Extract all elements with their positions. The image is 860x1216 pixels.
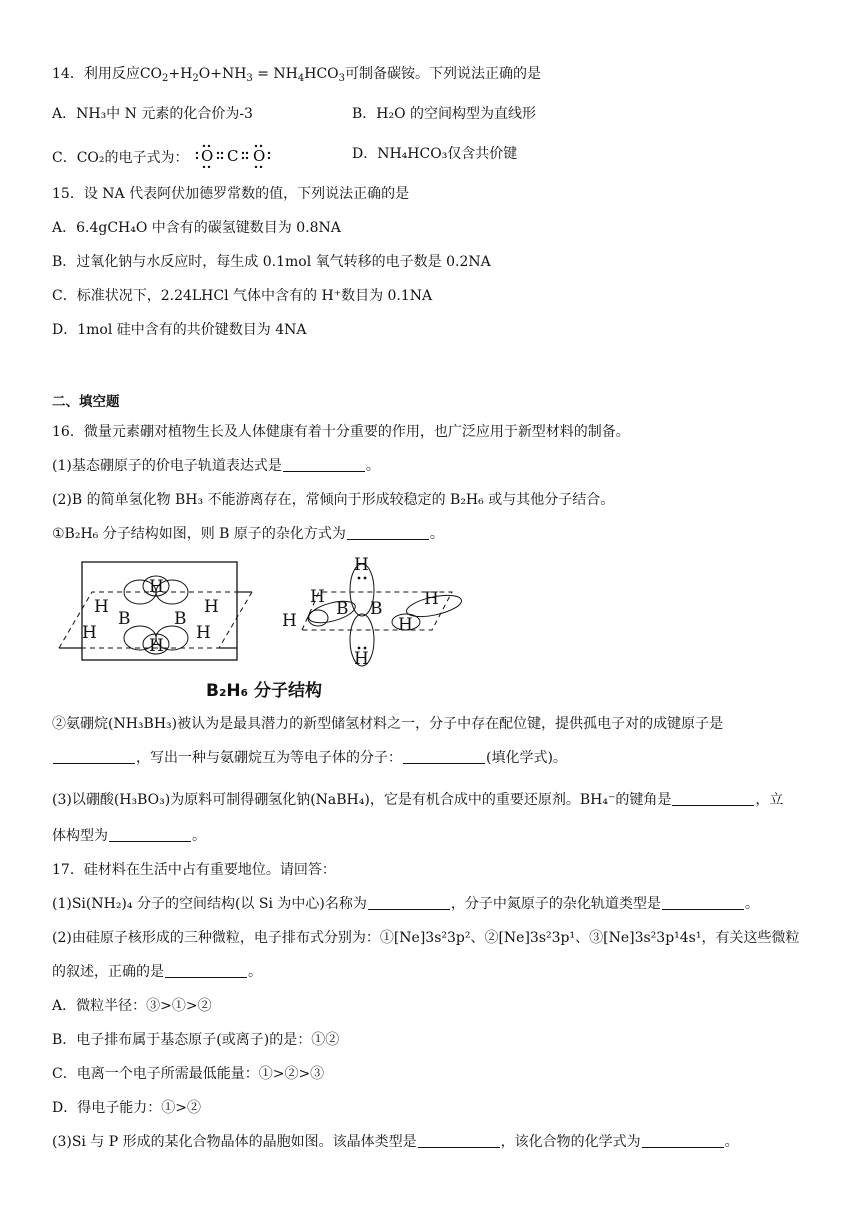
answer-blank[interactable] [642, 1133, 724, 1148]
svg-text:H: H [282, 611, 297, 631]
svg-text:C: C [226, 147, 239, 165]
answer-blank[interactable] [418, 1133, 500, 1148]
q16-part3: (3)以硼酸(H₃BO₃)为原料可制得硼氢化钠(NaBH₄)，它是有机合成中的重要还原剂。BH₄⁻的键角是 ，立 [52, 792, 784, 808]
q16-part2-2-cont: ，写出一种与氨硼烷互为等电子体的分子： (填化学式)。 [52, 748, 567, 768]
q17-part1: (1)Si(NH₂)₄ 分子的空间结构(以 Si 为中心)名称为 ，分子中氮原子的杂化轨道类型是 。 [52, 896, 759, 912]
q17-option-d: D．得电子能力：①>② [52, 1100, 201, 1116]
q16-part2-1: ①B₂H₆ 分子结构如图，则 B 原子的杂化方式为 。 [52, 526, 444, 542]
svg-text:H: H [398, 615, 413, 635]
svg-text:H: H [94, 597, 109, 617]
q15-option-b: B．过氧化钠与水反应时，每生成 0.1mol 氧气转移的电子数是 0.2NA [52, 254, 491, 270]
q14-option-d: D．NH₄HCO₃仅含共价键 [352, 146, 518, 162]
svg-text:H: H [82, 623, 97, 643]
answer-blank[interactable] [283, 457, 365, 472]
answer-blank[interactable] [109, 827, 191, 842]
q14-option-c: C．CO₂的电子式为： O C O [52, 144, 273, 168]
svg-text:H: H [424, 589, 439, 609]
svg-text:H: H [354, 649, 369, 669]
answer-blank[interactable] [347, 525, 429, 540]
svg-text:O: O [200, 147, 214, 165]
svg-text:B: B [370, 599, 383, 619]
answer-blank[interactable] [53, 749, 135, 764]
q16-stem: 16．微量元素硼对植物生长及人体健康有着十分重要的作用，也广泛应用于新型材料的制备。 [52, 424, 630, 440]
svg-text:H: H [204, 597, 219, 617]
svg-text:B: B [174, 609, 187, 629]
q15-option-c: C．标准状况下，2.24LHCl 气体中含有的 H⁺数目为 0.1NA [52, 288, 433, 304]
q17-option-a: A．微粒半径：③>①>② [52, 998, 212, 1014]
answer-blank[interactable] [368, 895, 450, 910]
figure-caption: B₂H₆ 分子结构 [206, 681, 322, 701]
svg-text:H: H [310, 587, 325, 607]
q16-part3-cont: 体构型为 。 [52, 828, 206, 844]
q16-part1: (1)基态硼原子的价电子轨道表达式是 。 [52, 458, 380, 474]
section-heading: 二、填空题 [52, 394, 120, 410]
svg-text:H: H [149, 636, 164, 656]
q14-option-b: B．H₂O 的空间构型为直线形 [352, 106, 537, 122]
q15-option-d: D．1mol 硅中含有的共价键数目为 4NA [52, 322, 307, 338]
answer-blank[interactable] [403, 749, 485, 764]
q15-option-a: A．6.4gCH₄O 中含有的碳氢键数目为 0.8NA [52, 220, 341, 236]
q14-option-a: A．NH₃中 N 元素的化合价为-3 [52, 106, 253, 122]
answer-blank[interactable] [672, 791, 754, 806]
answer-blank[interactable] [662, 895, 744, 910]
co2-electron-formula [193, 144, 273, 168]
q17-part2: (2)由硅原子核形成的三种微粒，电子排布式分别为：①[Ne]3s²3p²、②[Ne]3s²3p¹、③[Ne]3s²3p¹4s¹，有关这些微粒 [52, 930, 800, 946]
q14-stem: 14．利用反应$CO_2+H_2O+NH_3 = NH_4HCO_3$可制备碳铵。下列说法正确的是 [52, 66, 542, 84]
q17-part3: (3)Si 与 P 形成的某化合物晶体的晶胞如图。该晶体类型是 ，该化合物的化学式为 。 [52, 1134, 739, 1150]
q17-stem: 17．硅材料在生活中占有重要地位。请回答： [52, 862, 336, 878]
answer-blank[interactable] [165, 963, 247, 978]
q17-part2-cont: 的叙述，正确的是 。 [52, 964, 262, 980]
svg-text:H: H [354, 555, 369, 575]
svg-text:O: O [252, 147, 266, 165]
svg-text:H: H [196, 623, 211, 643]
svg-text:H: H [149, 577, 164, 597]
q15-stem: 15．设 NA 代表阿伏加德罗常数的值，下列说法正确的是 [52, 186, 410, 202]
q17-option-b: B．电子排布属于基态原子(或离子)的是：①② [52, 1032, 340, 1048]
svg-text:B: B [118, 609, 131, 629]
b2h6-diagram [54, 552, 614, 672]
q16-part2: (2)B 的简单氢化物 BH₃ 不能游离存在，常倾向于形成较稳定的 B₂H₆ 或与其他分子结合。 [52, 492, 615, 508]
svg-text:B: B [336, 599, 349, 619]
b2h6-structure-figure [54, 552, 614, 676]
q17-option-c: C．电离一个电子所需最低能量：①>②>③ [52, 1066, 325, 1082]
q16-part2-2: ②氨硼烷(NH₃BH₃)被认为是最具潜力的新型储氢材料之一，分子中存在配位键，提供孤电子对的成键原子是 [52, 716, 724, 732]
